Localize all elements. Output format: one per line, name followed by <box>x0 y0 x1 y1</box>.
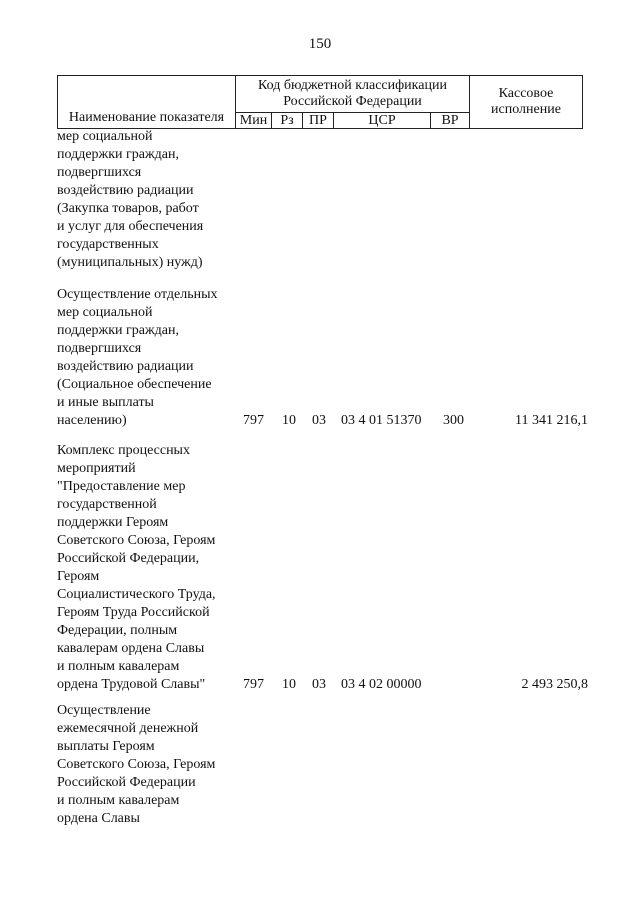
header-csr: ЦСР <box>334 113 431 129</box>
table-header <box>57 75 583 129</box>
cell-rz: 10 <box>282 677 296 692</box>
cell-min: 797 <box>243 677 264 692</box>
header-rz: Рз <box>272 113 303 129</box>
cell-amount: 11 341 216,1 <box>515 413 588 428</box>
cell-min: 797 <box>243 413 264 428</box>
cell-pr: 03 <box>312 677 326 692</box>
cell-amount: 2 493 250,8 <box>521 677 588 692</box>
cell-csr: 03 4 01 51370 <box>341 413 422 428</box>
header-pr: ПР <box>303 113 334 129</box>
cell-vr: 300 <box>443 413 464 428</box>
row-name-continuation: мер социальной поддержки граждан, подвергшихся воздействию радиации (Закупка товаров, работ и услуг для обеспечения государственных (муниципальных) нужд) <box>57 129 204 270</box>
cell-csr: 03 4 02 00000 <box>341 677 422 692</box>
header-budget-classification: Код бюджетной классификации Российской Федерации <box>236 76 470 113</box>
header-indicator-name: Наименование показателя <box>58 76 236 129</box>
row-name-monthly-payment: Осуществление ежемесячной денежной выплаты Героям Советского Союза, Героям Российской Федерации и полным кавалерам ордена Славы <box>57 703 216 826</box>
row-values-radiation-social <box>0 412 640 430</box>
header-min: Мин <box>236 113 272 129</box>
page-number: 150 <box>308 36 332 52</box>
cell-rz: 10 <box>282 413 296 428</box>
row-values-heroes-complex <box>0 676 640 694</box>
row-name-radiation-social: Осуществление отдельных мер социальной поддержки граждан, подвергшихся воздействию радиации (Социальное обеспечение и иные выплаты населению) <box>57 287 218 428</box>
header-vr: ВР <box>431 113 470 129</box>
cell-pr: 03 <box>312 413 326 428</box>
row-name-heroes-complex: Комплекс процессных мероприятий "Предоставление мер государственной поддержки Героям Советского Союза, Героям Российской Федерации, Героям Социалистического Труда, Героям Труда Российской Федерации, полным кавалерам ордена Славы и полным кавалерам ордена Трудовой Славы" <box>57 443 216 692</box>
header-cash-execution: Кассовое исполнение <box>470 76 583 129</box>
